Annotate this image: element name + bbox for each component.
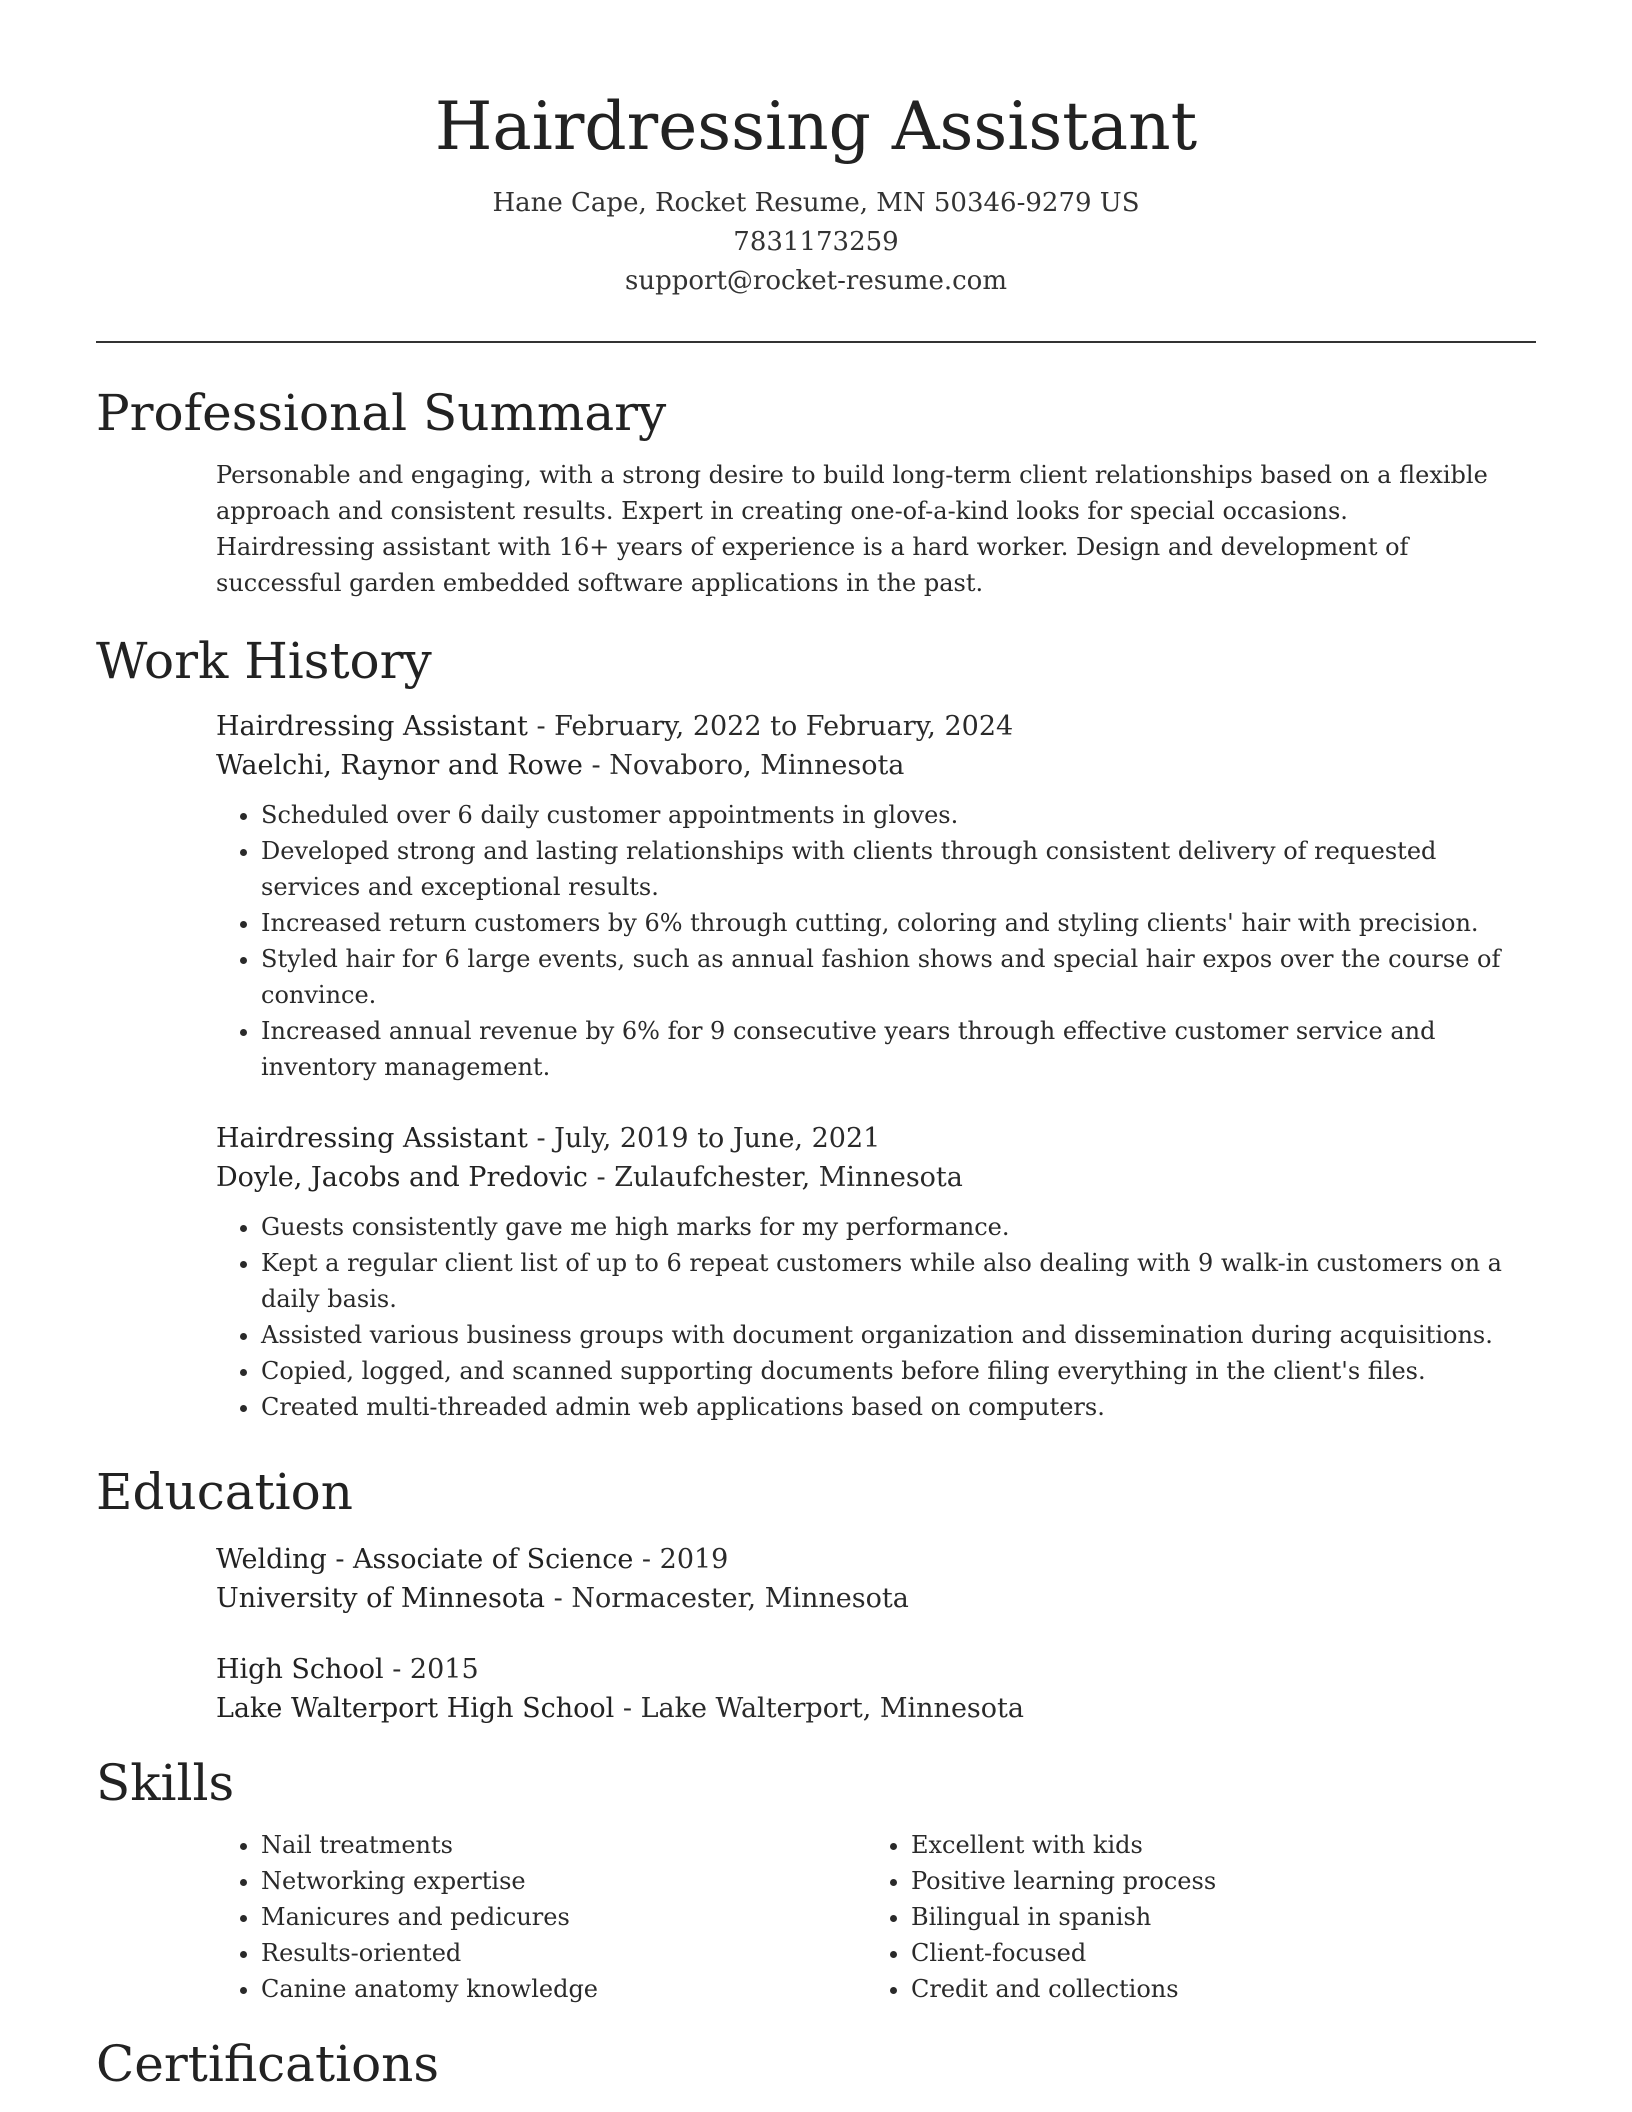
education-school-line [216,1689,1516,1728]
education-degree: High School [216,1654,384,1685]
contact-address: Hane Cape, Rocket Resume, MN 50346-9279 US [492,188,1140,218]
job-role: Hairdressing Assistant [216,711,528,742]
job-entry [216,1119,1516,1425]
skill-item: • Excellent with kids [911,1827,1516,1863]
education-section [96,1462,1536,1728]
education-separator: - [641,1544,660,1575]
job-bullets [216,1209,1516,1425]
summary-section [96,383,1536,601]
job-company-line [216,746,1516,785]
job-bullet: • Styled hair for 6 large events, such as annual fashion shows and special hair expos over the course of convince. [261,941,1516,1013]
job-bullet: • Assisted various business groups with document organization and dissemination during acquisitions. [261,1317,1516,1353]
job-bullet: • Kept a regular client list of up to 6 repeat customers while also dealing with 9 walk-in customers on a daily basis. [261,1245,1516,1317]
skill-item: • Results-oriented [261,1935,866,1971]
work-history-heading: Work History [96,632,432,690]
education-degree: Welding - Associate of Science [216,1544,634,1575]
skill-item: • Client-focused [911,1935,1516,1971]
skill-item: • Credit and collections [911,1971,1516,2007]
job-location: Zulaufchester, Minnesota [614,1162,963,1193]
job-bullet: • Copied, logged, and scanned supporting documents before filing everything in the client's files. [261,1353,1516,1389]
job-title-line [216,707,1516,746]
job-separator: - [536,1123,555,1154]
job-bullet: • Scheduled over 6 daily customer appointments in gloves. [261,797,1516,833]
skills-column-left [216,1827,866,2007]
job-separator: - [596,1162,615,1193]
education-separator: - [392,1654,410,1685]
job-bullet: • Guests consistently gave me high marks for my performance. [261,1209,1516,1245]
education-year: 2019 [659,1544,729,1575]
summary-text: Personable and engaging, with a strong desire to build long-term client relationships based on a flexible approach and consistent results. Expert in creating one-of-a-kind looks for special occasions. Hairdressing assistant with 16+ years of experience is a hard worker. Design and development of successful garden embedded software applications in the past. [216,461,1488,597]
resume-header [0,0,1632,301]
job-bullet: • Increased return customers by 6% through cutting, coloring and styling clients' hair with precision. [261,905,1516,941]
job-location: Novaboro, Minnesota [609,750,905,781]
education-separator: - [622,1693,641,1724]
job-dates: February, 2022 to February, 2024 [554,711,1014,742]
skill-item: • Bilingual in spanish [911,1899,1516,1935]
skills-heading: Skills [96,1754,235,1812]
education-degree-line [216,1650,1516,1689]
skill-item: • Canine anatomy knowledge [261,1971,866,2007]
work-history-section [96,631,1536,1425]
contact-phone: 7831173259 [733,227,899,257]
skill-item: • Networking expertise [261,1863,866,1899]
job-bullet: • Developed strong and lasting relationships with clients through consistent delivery of requested services and exceptional results. [261,833,1516,905]
job-separator: - [536,711,555,742]
resume-name: Hairdressing Assistant [434,88,1198,165]
header-divider [96,341,1536,343]
job-separator: - [591,750,610,781]
education-school: University of Minnesota [216,1583,546,1614]
job-entry [216,707,1516,1085]
education-location: Lake Walterport, Minnesota [640,1693,1024,1724]
education-school-line [216,1579,1516,1618]
education-school: Lake Walterport High School [216,1693,615,1724]
skills-column-right [866,1827,1516,2007]
skill-item: • Positive learning process [911,1863,1516,1899]
job-dates: July, 2019 to June, 2021 [554,1123,881,1154]
contact-info [0,184,1632,301]
job-company: Doyle, Jacobs and Predovic [216,1162,588,1193]
education-location: Normacester, Minnesota [571,1583,909,1614]
certifications-heading: Certifications [96,2035,440,2093]
skill-item: • Manicures and pedicures [261,1899,866,1935]
skill-item: • Nail treatments [261,1827,866,1863]
skills-section [96,1753,1536,2007]
education-year: 2015 [409,1654,479,1685]
skills-list [216,1827,866,2007]
skills-list [866,1827,1516,2007]
contact-email: support@rocket-resume.com [624,266,1007,296]
job-role: Hairdressing Assistant [216,1123,528,1154]
skills-columns [216,1827,1536,2007]
education-entry [216,1540,1516,1618]
job-title-line [216,1119,1516,1158]
job-company-line [216,1158,1516,1197]
job-company: Waelchi, Raynor and Rowe [216,750,583,781]
education-separator: - [553,1583,572,1614]
education-degree-line [216,1540,1516,1579]
education-entry [216,1650,1516,1728]
certifications-section [96,2034,1536,2094]
job-bullets [216,797,1516,1085]
education-heading: Education [96,1463,353,1521]
job-bullet: • Increased annual revenue by 6% for 9 consecutive years through effective customer service and inventory management. [261,1013,1516,1085]
summary-heading: Professional Summary [96,384,667,442]
job-bullet: • Created multi-threaded admin web applications based on computers. [261,1389,1516,1425]
